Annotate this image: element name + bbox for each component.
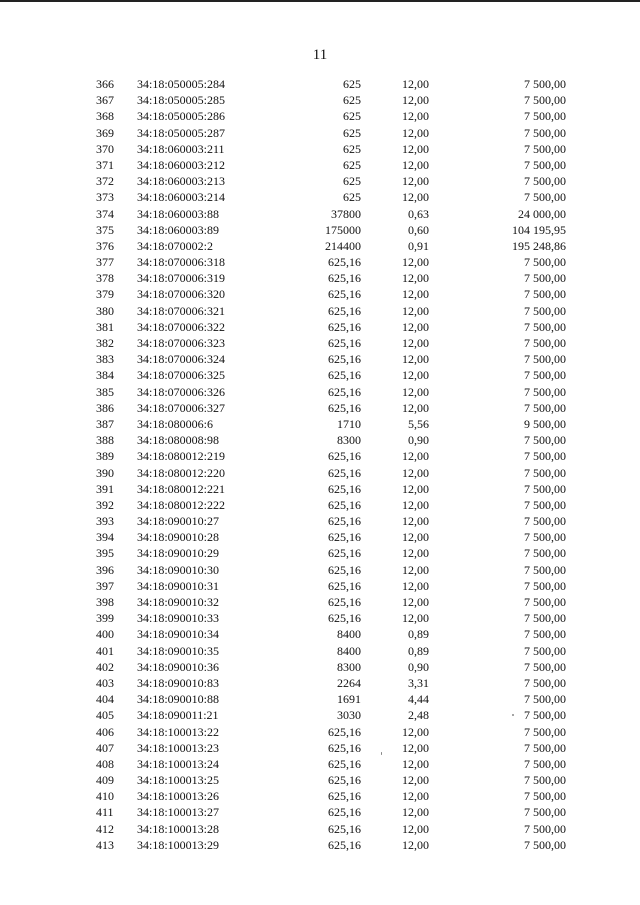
table-row	[0, 416, 640, 432]
sum-value: 7 500,00	[524, 400, 566, 415]
plot-area: 625,16	[328, 336, 361, 350]
table-row	[0, 303, 640, 319]
plot-area: 8300	[337, 659, 361, 674]
rate-value: 12,00	[402, 789, 429, 804]
sum-value: 7 500,00	[524, 255, 566, 270]
rate-value: 12,00	[402, 514, 429, 529]
sum-value: 7 500,00	[524, 675, 566, 690]
row-number: 395	[96, 546, 114, 561]
table-row	[0, 270, 640, 286]
table-row	[0, 772, 640, 788]
rate-value: 12,00	[402, 336, 429, 350]
rate-value: 12,00	[402, 190, 429, 205]
row-number: 405	[96, 708, 114, 723]
table-row	[0, 626, 640, 642]
row-number: 413	[96, 837, 114, 852]
row-number: 412	[96, 821, 114, 836]
sum-value: 195 248,86	[512, 238, 566, 253]
table-row	[0, 125, 640, 141]
plot-area: 625,16	[328, 287, 361, 302]
table-row	[0, 173, 640, 189]
table-row	[0, 513, 640, 529]
plot-area: 625	[343, 125, 361, 140]
sum-value: 7 500,00	[524, 77, 566, 91]
rate-value: 12,00	[402, 465, 429, 480]
sum-value: 7 500,00	[524, 433, 566, 448]
row-number: 384	[96, 368, 114, 383]
plot-area: 175000	[325, 222, 361, 237]
row-number: 388	[96, 433, 114, 448]
table-row	[0, 821, 640, 837]
plot-area: 625,16	[328, 368, 361, 383]
table-row	[0, 643, 640, 659]
plot-area: 37800	[331, 206, 361, 221]
plot-area: 625	[343, 190, 361, 205]
sum-value: 7 500,00	[524, 319, 566, 334]
rate-value: 0,60	[408, 222, 429, 237]
table-row	[0, 400, 640, 416]
plot-area: 625,16	[328, 465, 361, 480]
sum-value: 7 500,00	[524, 190, 566, 205]
row-number: 390	[96, 465, 114, 480]
page-top-edge	[0, 0, 640, 2]
table-row	[0, 529, 640, 545]
row-number: 410	[96, 789, 114, 804]
plot-area: 625,16	[328, 530, 361, 545]
sum-value: 7 500,00	[524, 789, 566, 804]
rate-value: 12,00	[402, 724, 429, 739]
row-number: 403	[96, 675, 114, 690]
cadastral-number: 34:18:090010:83	[137, 675, 220, 690]
table-row	[0, 756, 640, 772]
plot-area: 625,16	[328, 756, 361, 771]
table-row	[0, 675, 640, 691]
row-number: 368	[96, 109, 114, 124]
rate-value: 0,89	[408, 643, 429, 658]
rate-value: 12,00	[402, 821, 429, 836]
row-number: 389	[96, 449, 114, 464]
row-number: 381	[96, 319, 114, 334]
sum-value: 7 500,00	[524, 303, 566, 318]
plot-area: 625,16	[328, 595, 361, 609]
plot-area: 3030	[337, 708, 361, 723]
plot-area: 625,16	[328, 271, 361, 286]
table-row	[0, 238, 640, 254]
table-row	[0, 837, 640, 853]
sum-value: 7 500,00	[524, 384, 566, 399]
rate-value: 12,00	[402, 287, 429, 302]
row-number: 398	[96, 595, 114, 609]
rate-value: 12,00	[402, 157, 429, 172]
row-number: 406	[96, 724, 114, 739]
plot-area: 625	[343, 93, 361, 108]
sum-value: 7 500,00	[524, 271, 566, 286]
land-plots-table	[0, 76, 640, 853]
sum-value: 7 500,00	[524, 546, 566, 561]
rate-value: 12,00	[402, 319, 429, 334]
plot-area: 1710	[337, 416, 361, 431]
sum-value: 7 500,00	[524, 578, 566, 593]
row-number: 382	[96, 336, 114, 350]
rate-value: 12,00	[402, 773, 429, 788]
cadastral-number: 34:18:050005:286	[137, 109, 226, 124]
cadastral-number: 34:18:070006:318	[137, 255, 226, 270]
table-row	[0, 481, 640, 497]
plot-area: 625	[343, 174, 361, 189]
cadastral-number: 34:18:100013:22	[137, 724, 220, 739]
row-number: 407	[96, 740, 114, 755]
table-row	[0, 610, 640, 626]
table-row	[0, 141, 640, 157]
row-number: 380	[96, 303, 114, 318]
rate-value: 4,44	[408, 692, 429, 707]
cadastral-number: 34:18:060003:212	[137, 157, 226, 172]
sum-value: 7 500,00	[524, 659, 566, 674]
rate-value: 0,90	[408, 433, 429, 448]
table-row	[0, 76, 640, 92]
scan-speck	[381, 752, 382, 755]
rate-value: 12,00	[402, 740, 429, 755]
plot-area: 625,16	[328, 514, 361, 529]
plot-area: 625,16	[328, 562, 361, 577]
rate-value: 12,00	[402, 595, 429, 609]
cadastral-number: 34:18:050005:285	[137, 93, 226, 108]
plot-area: 2264	[337, 675, 361, 690]
cadastral-number: 34:18:070006:322	[137, 319, 226, 334]
table-row	[0, 206, 640, 222]
cadastral-number: 34:18:050005:287	[137, 125, 226, 140]
sum-value: 7 500,00	[524, 174, 566, 189]
plot-area: 625,16	[328, 400, 361, 415]
rate-value: 12,00	[402, 174, 429, 189]
sum-value: 7 500,00	[524, 821, 566, 836]
sum-value: 7 500,00	[524, 692, 566, 707]
table-row	[0, 108, 640, 124]
sum-value: 7 500,00	[524, 449, 566, 464]
sum-value: 7 500,00	[524, 125, 566, 140]
plot-area: 625,16	[328, 724, 361, 739]
row-number: 369	[96, 125, 114, 140]
cadastral-number: 34:18:090011:21	[137, 708, 219, 723]
cadastral-number: 34:18:090010:36	[137, 659, 220, 674]
table-row	[0, 724, 640, 740]
table-row	[0, 157, 640, 173]
scan-speck	[512, 714, 514, 716]
rate-value: 12,00	[402, 497, 429, 512]
cadastral-number: 34:18:090010:33	[137, 611, 220, 626]
rate-value: 0,91	[408, 238, 429, 253]
plot-area: 625	[343, 77, 361, 91]
plot-area: 8300	[337, 433, 361, 448]
cadastral-number: 34:18:080012:222	[137, 497, 226, 512]
row-number: 396	[96, 562, 114, 577]
cadastral-number: 34:18:090010:34	[137, 627, 220, 642]
sum-value: 7 500,00	[524, 643, 566, 658]
row-number: 367	[96, 93, 114, 108]
plot-area: 625,16	[328, 497, 361, 512]
sum-value: 7 500,00	[524, 481, 566, 496]
row-number: 386	[96, 400, 114, 415]
plot-area: 625,16	[328, 546, 361, 561]
table-row	[0, 562, 640, 578]
sum-value: 7 500,00	[524, 157, 566, 172]
plot-area: 625	[343, 141, 361, 156]
plot-area: 625,16	[328, 837, 361, 852]
sum-value: 7 500,00	[524, 562, 566, 577]
table-row	[0, 788, 640, 804]
cadastral-number: 34:18:070006:320	[137, 287, 226, 302]
sum-value: 7 500,00	[524, 141, 566, 156]
cadastral-number: 34:18:100013:23	[137, 740, 220, 755]
cadastral-number: 34:18:080012:221	[137, 481, 226, 496]
cadastral-number: 34:18:070006:326	[137, 384, 226, 399]
row-number: 394	[96, 530, 114, 545]
cadastral-number: 34:18:090010:88	[137, 692, 220, 707]
row-number: 387	[96, 416, 114, 431]
plot-area: 625,16	[328, 821, 361, 836]
sum-value: 7 500,00	[524, 352, 566, 367]
rate-value: 0,89	[408, 627, 429, 642]
sum-value: 7 500,00	[524, 773, 566, 788]
cadastral-number: 34:18:100013:26	[137, 789, 220, 804]
table-row	[0, 740, 640, 756]
rate-value: 12,00	[402, 449, 429, 464]
cadastral-number: 34:18:090010:29	[137, 546, 220, 561]
cadastral-number: 34:18:070006:319	[137, 271, 226, 286]
plot-area: 625,16	[328, 611, 361, 626]
table-row	[0, 367, 640, 383]
row-number: 401	[96, 643, 114, 658]
plot-area: 625,16	[328, 303, 361, 318]
table-row	[0, 578, 640, 594]
plot-area: 625,16	[328, 384, 361, 399]
row-number: 385	[96, 384, 114, 399]
sum-value: 7 500,00	[524, 465, 566, 480]
row-number: 404	[96, 692, 114, 707]
rate-value: 0,63	[408, 206, 429, 221]
table-row	[0, 707, 640, 723]
rate-value: 12,00	[402, 562, 429, 577]
table-row	[0, 448, 640, 464]
cadastral-number: 34:18:080006:6	[137, 416, 214, 431]
row-number: 391	[96, 481, 114, 496]
row-number: 372	[96, 174, 114, 189]
sum-value: 104 195,95	[512, 222, 566, 237]
row-number: 374	[96, 206, 114, 221]
cadastral-number: 34:18:090010:35	[137, 643, 220, 658]
cadastral-number: 34:18:100013:29	[137, 837, 220, 852]
plot-area: 625,16	[328, 773, 361, 788]
row-number: 408	[96, 756, 114, 771]
cadastral-number: 34:18:080008:98	[137, 433, 220, 448]
sum-value: 7 500,00	[524, 368, 566, 383]
row-number: 376	[96, 238, 114, 253]
cadastral-number: 34:18:050005:284	[137, 77, 226, 91]
cadastral-number: 34:18:070006:323	[137, 336, 226, 350]
table-row	[0, 351, 640, 367]
plot-area: 625,16	[328, 740, 361, 755]
rate-value: 12,00	[402, 611, 429, 626]
table-row	[0, 594, 640, 610]
table-row	[0, 465, 640, 481]
sum-value: 7 500,00	[524, 837, 566, 852]
row-number: 370	[96, 141, 114, 156]
plot-area: 625,16	[328, 352, 361, 367]
table-row	[0, 92, 640, 108]
row-number: 373	[96, 190, 114, 205]
rate-value: 12,00	[402, 255, 429, 270]
row-number: 377	[96, 255, 114, 270]
rate-value: 12,00	[402, 368, 429, 383]
rate-value: 12,00	[402, 805, 429, 820]
row-number: 402	[96, 659, 114, 674]
cadastral-number: 34:18:060003:89	[137, 222, 220, 237]
row-number: 392	[96, 497, 114, 512]
plot-area: 8400	[337, 643, 361, 658]
plot-area: 625,16	[328, 578, 361, 593]
rate-value: 12,00	[402, 384, 429, 399]
row-number: 379	[96, 287, 114, 302]
table-row	[0, 286, 640, 302]
table-row	[0, 384, 640, 400]
cadastral-number: 34:18:070002:2	[137, 238, 214, 253]
cadastral-number: 34:18:080012:220	[137, 465, 226, 480]
sum-value: 7 500,00	[524, 336, 566, 350]
cadastral-number: 34:18:070006:325	[137, 368, 226, 383]
rate-value: 12,00	[402, 481, 429, 496]
plot-area: 8400	[337, 627, 361, 642]
sum-value: 7 500,00	[524, 530, 566, 545]
sum-value: 7 500,00	[524, 514, 566, 529]
cadastral-number: 34:18:070006:321	[137, 303, 226, 318]
plot-area: 1691	[337, 692, 361, 707]
row-number: 397	[96, 578, 114, 593]
row-number: 366	[96, 77, 114, 91]
plot-area: 625,16	[328, 805, 361, 820]
sum-value: 7 500,00	[524, 287, 566, 302]
plot-area: 625,16	[328, 481, 361, 496]
cadastral-number: 34:18:070006:324	[137, 352, 226, 367]
plot-area: 625	[343, 109, 361, 124]
cadastral-number: 34:18:070006:327	[137, 400, 226, 415]
cadastral-number: 34:18:060003:213	[137, 174, 226, 189]
rate-value: 12,00	[402, 578, 429, 593]
rate-value: 5,56	[408, 416, 429, 431]
rate-value: 12,00	[402, 303, 429, 318]
rate-value: 12,00	[402, 546, 429, 561]
table-row	[0, 691, 640, 707]
plot-area: 214400	[325, 238, 361, 253]
plot-area: 625	[343, 157, 361, 172]
cadastral-number: 34:18:100013:28	[137, 821, 220, 836]
cadastral-number: 34:18:060003:211	[137, 141, 225, 156]
table-row	[0, 659, 640, 675]
row-number: 393	[96, 514, 114, 529]
rate-value: 12,00	[402, 530, 429, 545]
cadastral-number: 34:18:100013:24	[137, 756, 220, 771]
table-row	[0, 319, 640, 335]
sum-value: 7 500,00	[524, 708, 566, 723]
table-row	[0, 804, 640, 820]
table-row	[0, 222, 640, 238]
cadastral-number: 34:18:090010:32	[137, 595, 220, 609]
rate-value: 12,00	[402, 109, 429, 124]
sum-value: 7 500,00	[524, 611, 566, 626]
cadastral-number: 34:18:090010:28	[137, 530, 220, 545]
row-number: 378	[96, 271, 114, 286]
table-row	[0, 189, 640, 205]
sum-value: 7 500,00	[524, 756, 566, 771]
sum-value: 7 500,00	[524, 740, 566, 755]
cadastral-number: 34:18:080012:219	[137, 449, 226, 464]
row-number: 383	[96, 352, 114, 367]
rate-value: 12,00	[402, 77, 429, 91]
rate-value: 12,00	[402, 271, 429, 286]
sum-value: 7 500,00	[524, 595, 566, 609]
rate-value: 12,00	[402, 141, 429, 156]
cadastral-number: 34:18:090010:31	[137, 578, 220, 593]
rate-value: 12,00	[402, 352, 429, 367]
row-number: 375	[96, 222, 114, 237]
table-row	[0, 497, 640, 513]
row-number: 371	[96, 157, 114, 172]
page-number: 11	[312, 47, 328, 63]
table-row	[0, 545, 640, 561]
plot-area: 625,16	[328, 789, 361, 804]
sum-value: 24 000,00	[518, 206, 566, 221]
rate-value: 3,31	[408, 675, 429, 690]
table-row	[0, 254, 640, 270]
cadastral-number: 34:18:100013:27	[137, 805, 220, 820]
row-number: 409	[96, 773, 114, 788]
sum-value: 7 500,00	[524, 627, 566, 642]
rate-value: 12,00	[402, 837, 429, 852]
plot-area: 625,16	[328, 449, 361, 464]
rate-value: 12,00	[402, 93, 429, 108]
cadastral-number: 34:18:060003:214	[137, 190, 226, 205]
cadastral-number: 34:18:090010:27	[137, 514, 220, 529]
sum-value: 7 500,00	[524, 805, 566, 820]
rate-value: 12,00	[402, 125, 429, 140]
row-number: 400	[96, 627, 114, 642]
cadastral-number: 34:18:060003:88	[137, 206, 220, 221]
table-row	[0, 432, 640, 448]
cadastral-number: 34:18:090010:30	[137, 562, 220, 577]
sum-value: 9 500,00	[524, 416, 566, 431]
cadastral-number: 34:18:100013:25	[137, 773, 220, 788]
row-number: 411	[96, 805, 114, 820]
table-row	[0, 335, 640, 351]
sum-value: 7 500,00	[524, 724, 566, 739]
sum-value: 7 500,00	[524, 93, 566, 108]
rate-value: 12,00	[402, 756, 429, 771]
row-number: 399	[96, 611, 114, 626]
plot-area: 625,16	[328, 255, 361, 270]
plot-area: 625,16	[328, 319, 361, 334]
rate-value: 0,90	[408, 659, 429, 674]
sum-value: 7 500,00	[524, 109, 566, 124]
rate-value: 2,48	[408, 708, 429, 723]
rate-value: 12,00	[402, 400, 429, 415]
sum-value: 7 500,00	[524, 497, 566, 512]
